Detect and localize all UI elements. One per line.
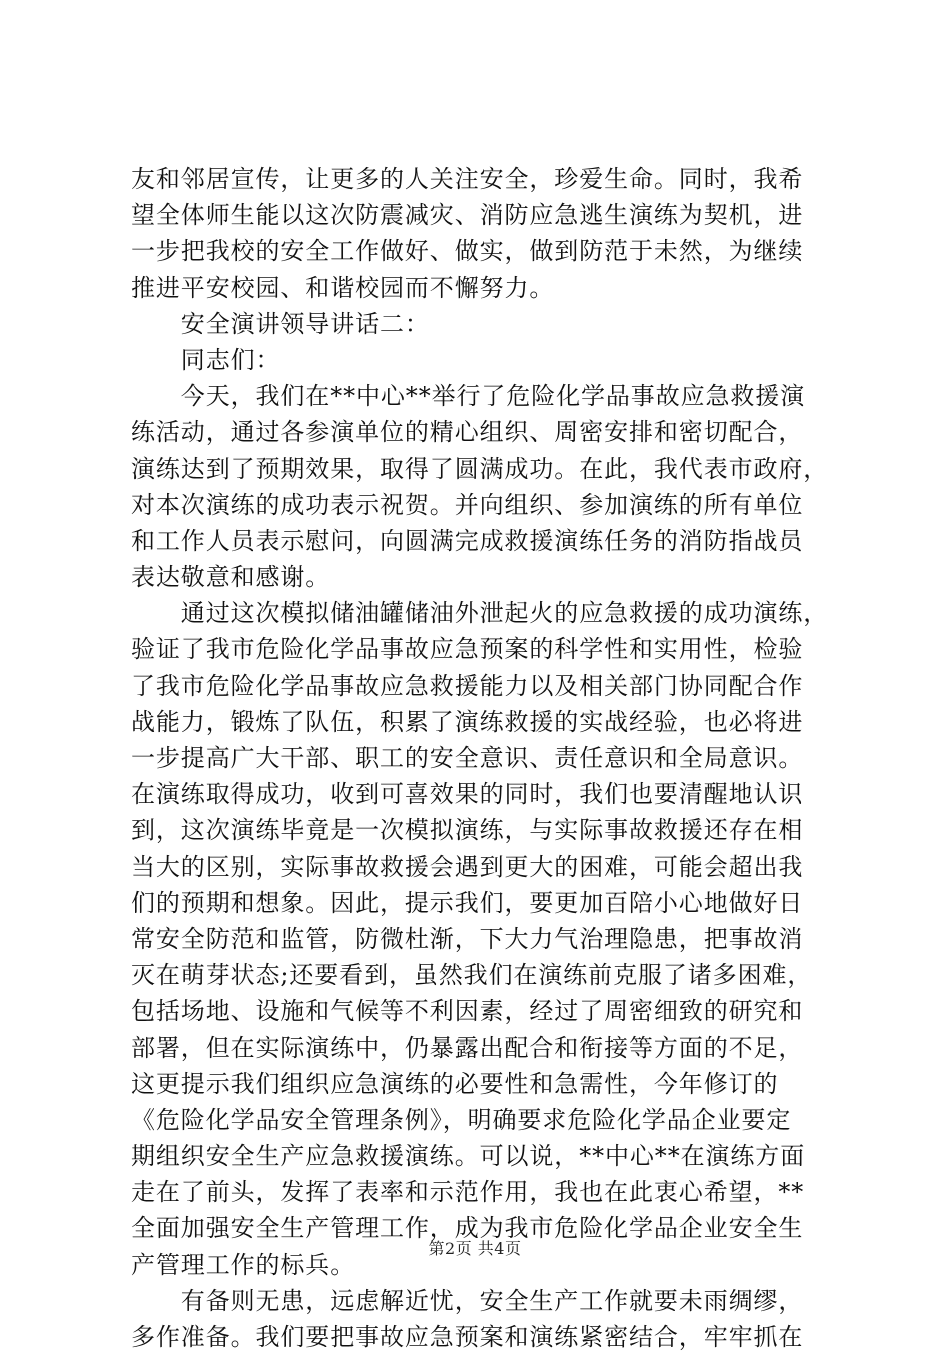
- text-line: 了我市危险化学品事故应急救援能力以及相关部门协同配合作: [131, 671, 804, 700]
- document-body: [131, 161, 831, 1355]
- text-line: 对本次演练的成功表示祝贺。并向组织、参加演练的所有单位: [131, 490, 804, 519]
- text-line: 验证了我市危险化学品事故应急预案的科学性和实用性，检验: [131, 635, 804, 664]
- text-line: 通过这次模拟储油罐储油外泄起火的应急救援的成功演练，: [131, 599, 829, 628]
- section-heading: 安全演讲领导讲话二：: [131, 309, 430, 338]
- text-line: 练活动，通过各参演单位的精心组织、周密安排和密切配合，: [131, 418, 804, 447]
- text-line: 一步提高广大干部、职工的安全意识、责任意识和全局意识。: [131, 744, 804, 772]
- text-line: 常安全防范和监管，防微杜渐，下大力气治理隐患，把事故消: [131, 924, 804, 953]
- page-number-footer: 第2页 共4页: [428, 1239, 522, 1258]
- salutation: 同志们：: [131, 345, 281, 374]
- text-line: 灭在萌芽状态;还要看到，虽然我们在演练前克服了诸多困难，: [131, 961, 813, 990]
- text-line: 今天，我们在**中心**举行了危险化学品事故应急救援演: [131, 382, 806, 411]
- text-line: 表达敬意和感谢。: [131, 563, 331, 592]
- text-line: 期组织安全生产应急救援演练。可以说，**中心**在演练方面: [131, 1142, 806, 1171]
- text-line: 部署，但在实际演练中，仍暴露出配合和衔接等方面的不足，: [131, 1033, 804, 1062]
- text-line: 当大的区别，实际事故救援会遇到更大的困难，可能会超出我: [131, 852, 804, 881]
- text-line: 推进平安校园、和谐校园而不懈努力。: [131, 273, 555, 302]
- text-line: 战能力，锻炼了队伍，积累了演练救援的实战经验，也必将进: [131, 707, 804, 736]
- text-line: 多作准备。我们要把事故应急预案和演练紧密结合，牢牢抓在: [131, 1323, 804, 1351]
- text-line: 友和邻居宣传，让更多的人关注安全，珍爱生命。同时，我希: [131, 165, 804, 193]
- text-line: 有备则无患，远虑解近忧，安全生产工作就要未雨绸缪，: [131, 1286, 804, 1315]
- text-line: 望全体师生能以这次防震减灾、消防应急逃生演练为契机，进: [131, 201, 804, 230]
- text-line: 这更提示我们组织应急演练的必要性和急需性，今年修订的: [131, 1069, 779, 1098]
- text-line: 全面加强安全生产管理工作，成为我市危险化学品企业安全生: [131, 1214, 804, 1243]
- text-line: 在演练取得成功，收到可喜效果的同时，我们也要清醒地认识: [131, 780, 804, 809]
- text-line: 和工作人员表示慰问，向圆满完成救援演练任务的消防指战员: [131, 526, 804, 555]
- text-line: 包括场地、设施和气候等不利因素，经过了周密细致的研究和: [131, 997, 804, 1026]
- text-line: 一步把我校的安全工作做好、做实，做到防范于未然，为继续: [131, 237, 804, 266]
- text-line: 们的预期和想象。因此，提示我们，要更加百陪小心地做好日: [131, 888, 804, 917]
- text-line: 产管理工作的标兵。: [131, 1250, 356, 1279]
- text-line: 到，这次演练毕竟是一次模拟演练，与实际事故救援还存在相: [131, 816, 804, 845]
- text-line: 《危险化学品安全管理条例》，明确要求危险化学品企业要定: [131, 1105, 792, 1134]
- text-line: 走在了前头，发挥了表率和示范作用，我也在此衷心希望，**: [131, 1178, 805, 1207]
- text-line: 演练达到了预期效果，取得了圆满成功。在此，我代表市政府，: [131, 454, 829, 483]
